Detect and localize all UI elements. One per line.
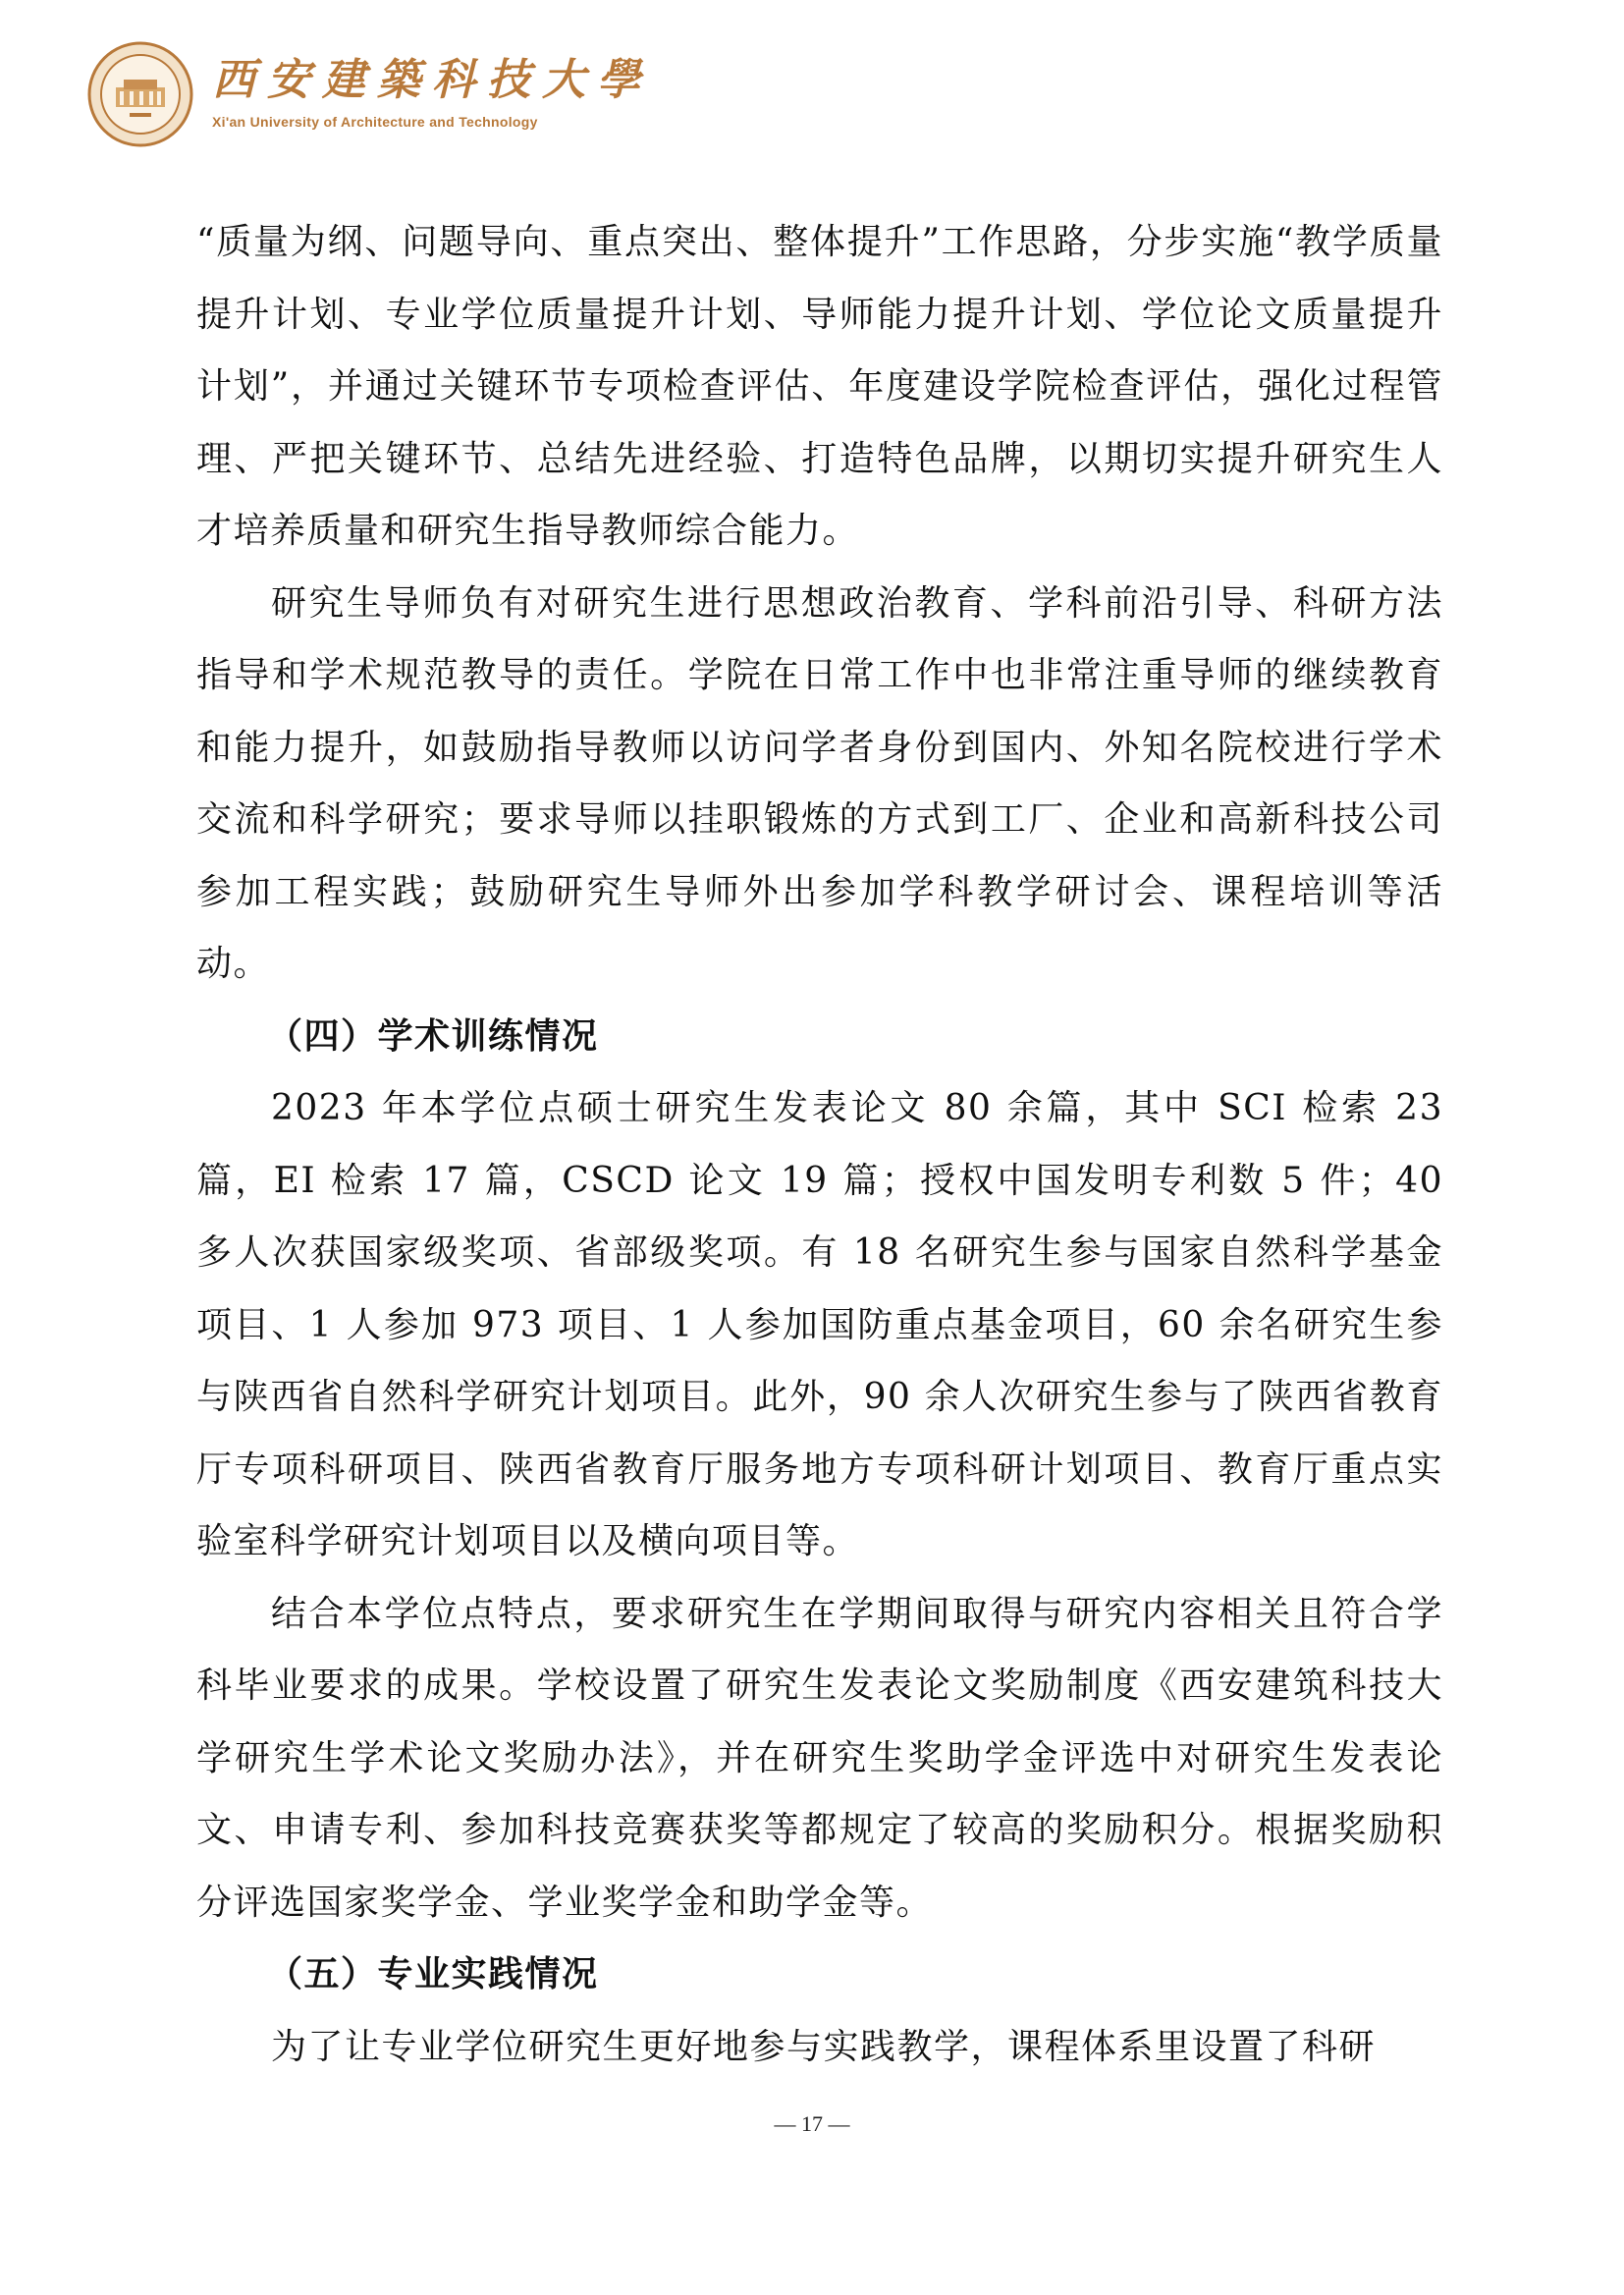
paragraph-supervisor-duties: 研究生导师负有对研究生进行思想政治教育、学科前沿引导、科研方法指导和学术规范教导的责任。学院在日常工作中也非常注重导师的继续教育和能力提升，如鼓励指导教师以访问学者身份到国内、外知名院校进行学术交流和科学研究；要求导师以挂职锻炼的方式到工厂、企业和高新科技公司参加工程实践；鼓励研究生导师外出参加学科教学研讨会、课程培训等活动。 [196,582,1443,984]
page-number: — 17 — [774,2111,850,2136]
university-name-cn: 西安建築科技大學 [212,55,652,105]
heading-professional-practice: （五）专业实践情况 [267,1953,599,1994]
university-seal-icon [86,40,194,148]
page-header [86,35,652,153]
paragraph-rewards: 结合本学位点特点，要求研究生在学期间取得与研究内容相关且符合学科毕业要求的成果。学校设置了研究生发表论文奖励制度《西安建筑科技大学研究生学术论文奖励办法》，并在研究生奖助学金评选中对研究生发表论文、申请专利、参加科技竞赛获奖等都规定了较高的奖励积分。根据奖励积分评选国家奖学金、学业奖学金和助学金等。 [196,1593,1443,1923]
paragraph-practice: 为了让专业学位研究生更好地参与实践教学，课程体系里设置了科研 [271,2026,1377,2067]
paragraph-publications: 2023 年本学位点硕士研究生发表论文 80 余篇，其中 SCI 检索 23 篇，EI 检索 17 篇，CSCD 论文 19 篇；授权中国发明专利数 5 件；40 多人次获国家级奖项、省部级奖项。有 18 名研究生参与国家自然科学基金项目、1 人参加 973 项目、1 人参加国防重点基金项目，60 余名研究生参与陕西省自然科学研究计划项目。此外，90 余人次研究生参与了陕西省教育厅专项科研项目、陕西省教育厅服务地方专项科研计划项目、教育厅重点实验室科学研究计划项目以及横向项目等。 [196,1088,1443,1561]
university-name-en: Xi'an University of Architecture and Technology [212,114,538,130]
heading-academic-training: （四）学术训练情况 [267,1014,599,1057]
paragraph-quality-plan: “质量为纲、问题导向、重点突出、整体提升”工作思路，分步实施“教学质量提升计划、专业学位质量提升计划、导师能力提升计划、学位论文质量提升计划”，并通过关键环节专项检查评估、年度建设学院检查评估，强化过程管理、严把关键环节、总结先进经验、打造特色品牌，以期切实提升研究生人才培养质量和研究生指导教师综合能力。 [196,222,1443,551]
university-name [212,55,652,130]
document-body [196,206,1443,2083]
